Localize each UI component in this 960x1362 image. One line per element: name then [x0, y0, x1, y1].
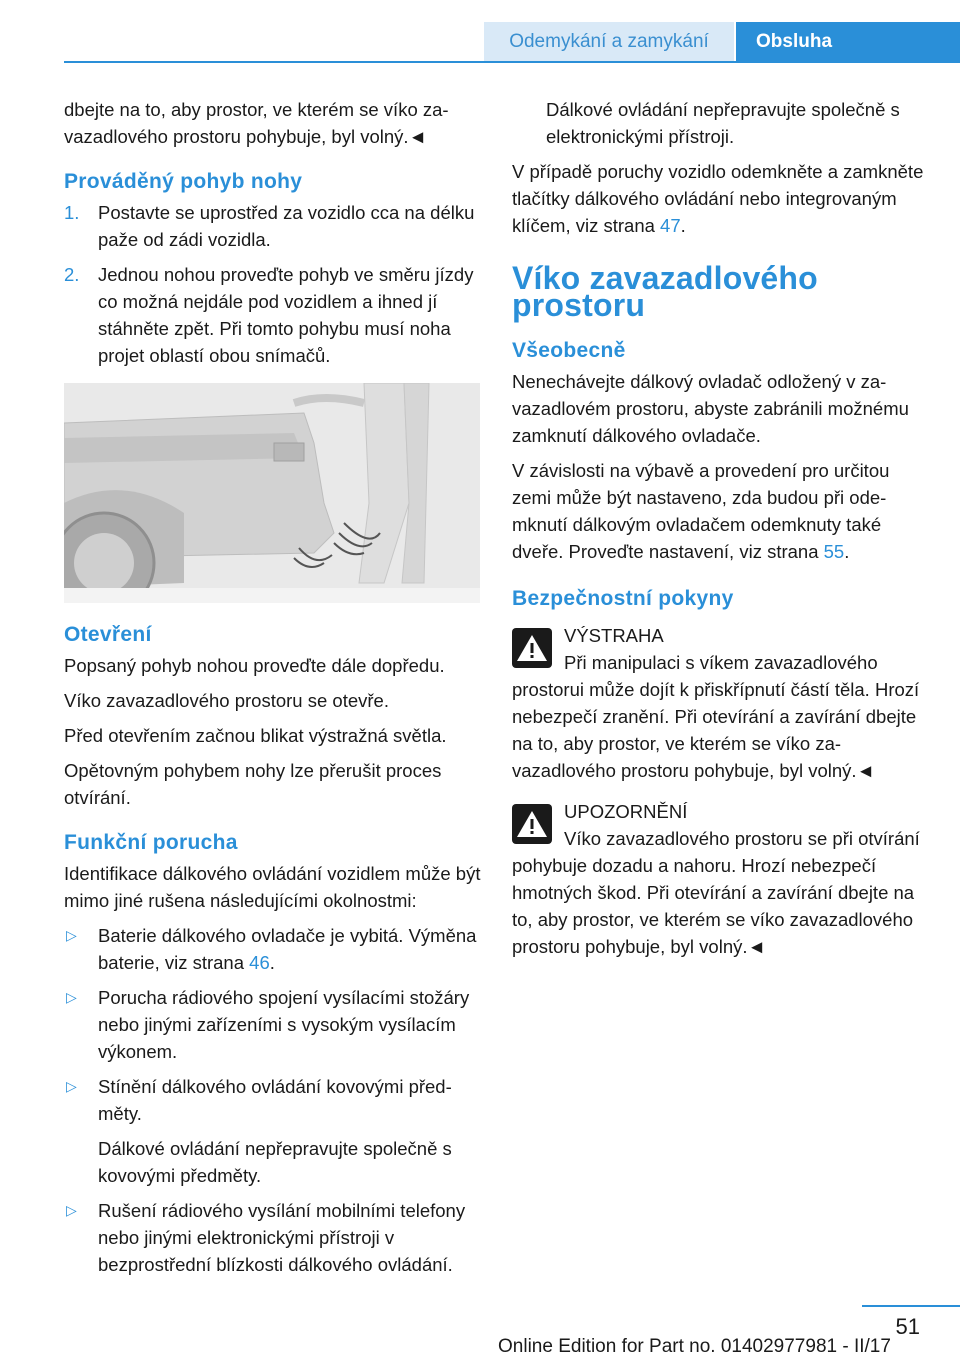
- step-text: Jednou nohou proveďte pohyb ve směru jízdy co možná nejdále pod vozidlem a ihned jí stáhněte zpět. Při tomto pohybu musí noha projet oblastí obou snímačů.: [98, 264, 474, 366]
- warning-icon: [512, 628, 552, 668]
- header-rule: [64, 61, 960, 63]
- step-item: [64, 199, 484, 253]
- warning-icon: [512, 804, 552, 844]
- open-paragraph: Víko zavazadlového prostoru se otevře.: [64, 690, 389, 711]
- page-link[interactable]: 55: [823, 541, 845, 562]
- right-column: [512, 96, 928, 974]
- list-text: Rušení rádiového vysílání mobilními telefony nebo jinými elektronickými přístroji v bezprostřední blízkosti dálkového ovládání.: [98, 1200, 466, 1275]
- chapter-tab: Obsluha: [736, 22, 960, 62]
- open-heading: Otevření: [64, 623, 152, 646]
- caution-block: [512, 798, 928, 960]
- list-text: Baterie dálkového ovladače je vybitá. Výměna baterie, viz strana: [98, 925, 477, 973]
- section-tab: Odemykání a zamykání: [484, 22, 734, 62]
- page-link[interactable]: 46: [249, 952, 270, 973]
- step-number: 2.: [64, 264, 80, 285]
- triangle-bullet-icon: ▷: [66, 989, 77, 1005]
- triangle-bullet-icon: ▷: [66, 927, 77, 943]
- list-text: Porucha rádiového spojení vysílacími stožáry nebo jinými zařízeními s vysokým vysílacím výkonem.: [98, 987, 470, 1062]
- caution-text: Víko zavazadlového prostoru se při otvírání pohybuje dozadu a nahoru. Hrozí nebezpečí hmotných škod. Při otevírání a zavírání dbejte na to, aby prostor, ve kterém se víko zavazadlového prostoru pohybuje, byl volný.◄: [512, 828, 920, 957]
- list-text: Stínění dálkového ovládání kovovými předměty.: [98, 1076, 452, 1124]
- list-continuation: Dálkové ovládání nepřepravujte společně s elektronickými přístroji.: [546, 99, 900, 147]
- list-text-end: .: [269, 952, 275, 973]
- page-number: 51: [895, 1314, 920, 1339]
- fault-text-end: .: [680, 215, 686, 236]
- steps-list: [64, 199, 484, 369]
- list-continuation: [64, 1135, 484, 1189]
- triangle-bullet-icon: ▷: [66, 1202, 77, 1218]
- list-item: [64, 1197, 484, 1278]
- step-number: 1.: [64, 202, 80, 223]
- fault-paragraph: [512, 158, 928, 239]
- step-item: [64, 261, 484, 369]
- open-paragraph: Popsaný pohyb nohou proveďte dále dopředu.: [64, 655, 445, 676]
- fault-list: [64, 922, 484, 1278]
- warning-block: [512, 622, 928, 784]
- fault-heading: Funkční porucha: [64, 831, 238, 854]
- general-text-end: .: [844, 541, 850, 562]
- fault-intro: Identifikace dálkového ovládání vozidlem může být mimo jiné rušena následujícími okolnostmi:: [64, 863, 481, 911]
- intro-text: dbejte na to, aby prostor, ve kterém se víko zavazadlového prostoru pohybuje, byl volný.◄: [64, 99, 449, 147]
- footer-rule: [862, 1305, 960, 1307]
- list-item: [64, 1073, 484, 1127]
- list-item: [64, 984, 484, 1065]
- general-heading: Všeobecně: [512, 339, 626, 362]
- general-text: V závislosti na výbavě a provedení pro určitou zemi může být nastaveno, zda budou při odemknutí dálkovým ovladačem odemknuty také dveře. Proveďte nastavení, viz strana: [512, 460, 890, 562]
- caution-title: UPOZORNĚNÍ: [564, 801, 688, 822]
- left-column: [64, 96, 484, 1286]
- warning-title: VÝSTRAHA: [564, 625, 664, 646]
- section-title: Víko zavazadlového prostoru: [512, 260, 818, 323]
- foot-movement-heading: Prováděný pohyb nohy: [64, 170, 303, 193]
- fault-text: V případě poruchy vozidlo odemkněte a zamkněte tlačítky dálkového ovládání nebo integrovaným klíčem, viz strana: [512, 161, 924, 236]
- kick-sensor-illustration: [64, 383, 480, 603]
- open-paragraph: Opětovným pohybem nohy lze přerušit proces otvírání.: [64, 760, 442, 808]
- step-text: Postavte se uprostřed za vozidlo cca na délku paže od zádi vozidla.: [98, 202, 475, 250]
- general-paragraph: Nenechávejte dálkový ovladač odložený v zavazadlovém prostoru, abyste zabránili možnému zamknutí dálkového ovladače.: [512, 371, 909, 446]
- triangle-bullet-icon: ▷: [66, 1078, 77, 1094]
- page-link[interactable]: 47: [660, 215, 681, 236]
- general-paragraph: [512, 457, 928, 565]
- list-item: [64, 922, 484, 976]
- safety-heading: Bezpečnostní pokyny: [512, 587, 734, 610]
- edition-text: Online Edition for Part no. 01402977981 - II/17: [498, 1336, 891, 1357]
- list-text: Dálkové ovládání nepřepravujte společně s kovovými předměty.: [98, 1138, 452, 1186]
- page-header: [0, 0, 960, 62]
- open-paragraph: Před otevřením začnou blikat výstražná světla.: [64, 725, 447, 746]
- warning-text: Při manipulaci s víkem zavazadlového prostorui může dojít k přiskřípnutí částí těla. Hrozí nebezpečí zranění. Při otevírání a zavírání dbejte na to, aby prostor, ve kterém se víko zavazadlového prostoru pohybuje, byl volný.◄: [512, 652, 920, 781]
